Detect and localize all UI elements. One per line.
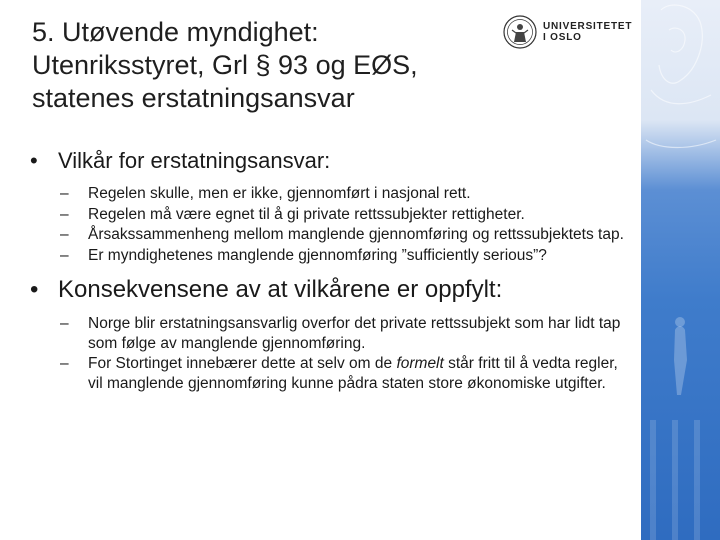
bullet-consequences	[30, 276, 635, 304]
bullet-conditions	[30, 148, 635, 174]
bullet-marker: •	[30, 148, 38, 173]
list-item: – Norge blir erstatningsansvarlig overfor det private rettssubjekt som har lidt tap som følge av manglende gjennomføring.	[60, 315, 621, 352]
dash-marker: –	[60, 246, 69, 264]
emphasis-formelt: formelt	[396, 355, 444, 372]
list-item: – Regelen må være egnet til å gi private rettssubjekter rettigheter.	[58, 205, 635, 226]
bullet-marker: •	[30, 276, 39, 303]
decorative-side-strip	[641, 0, 720, 540]
dash-marker: –	[60, 226, 69, 243]
dash-marker: –	[60, 185, 69, 202]
bullet-text: Vilkår for erstatningsansvar:	[58, 148, 331, 173]
list-item: – Er myndighetenes manglende gjennomføring ”sufficiently serious”?	[58, 246, 635, 267]
university-seal-icon	[503, 15, 537, 49]
slide-body	[30, 148, 635, 394]
list-item: – For Stortinget innebærer dette at selv om de formelt står fritt til å vedta regler, vil manglende gjennomføring kunne pådra staten store økonomiske utgifter.	[60, 355, 618, 392]
statue-illustration	[641, 0, 720, 540]
dash-marker: –	[60, 315, 69, 332]
title-line-2: Utenriksstyret, Grl § 93 og EØS,	[32, 50, 418, 80]
list-item: – Regelen skulle, men er ikke, gjennomført i nasjonal rett.	[58, 184, 635, 205]
title-line-1: 5. Utøvende myndighet:	[32, 17, 319, 47]
dash-marker: –	[60, 355, 69, 372]
slide-title	[32, 16, 502, 115]
list-item: – Årsakssammenheng mellom manglende gjennomføring og rettssubjektets tap.	[58, 225, 635, 246]
conditions-list	[58, 184, 635, 266]
dash-marker: –	[60, 205, 69, 223]
consequences-list	[58, 314, 635, 394]
university-logo	[503, 14, 638, 50]
title-line-3: statenes erstatningsansvar	[32, 83, 355, 113]
bullet-text: Konsekvensene av at vilkårene er oppfylt:	[58, 276, 503, 303]
logo-line-1: UNIVERSITETET	[543, 21, 633, 32]
logo-line-2: I OSLO	[543, 32, 582, 43]
